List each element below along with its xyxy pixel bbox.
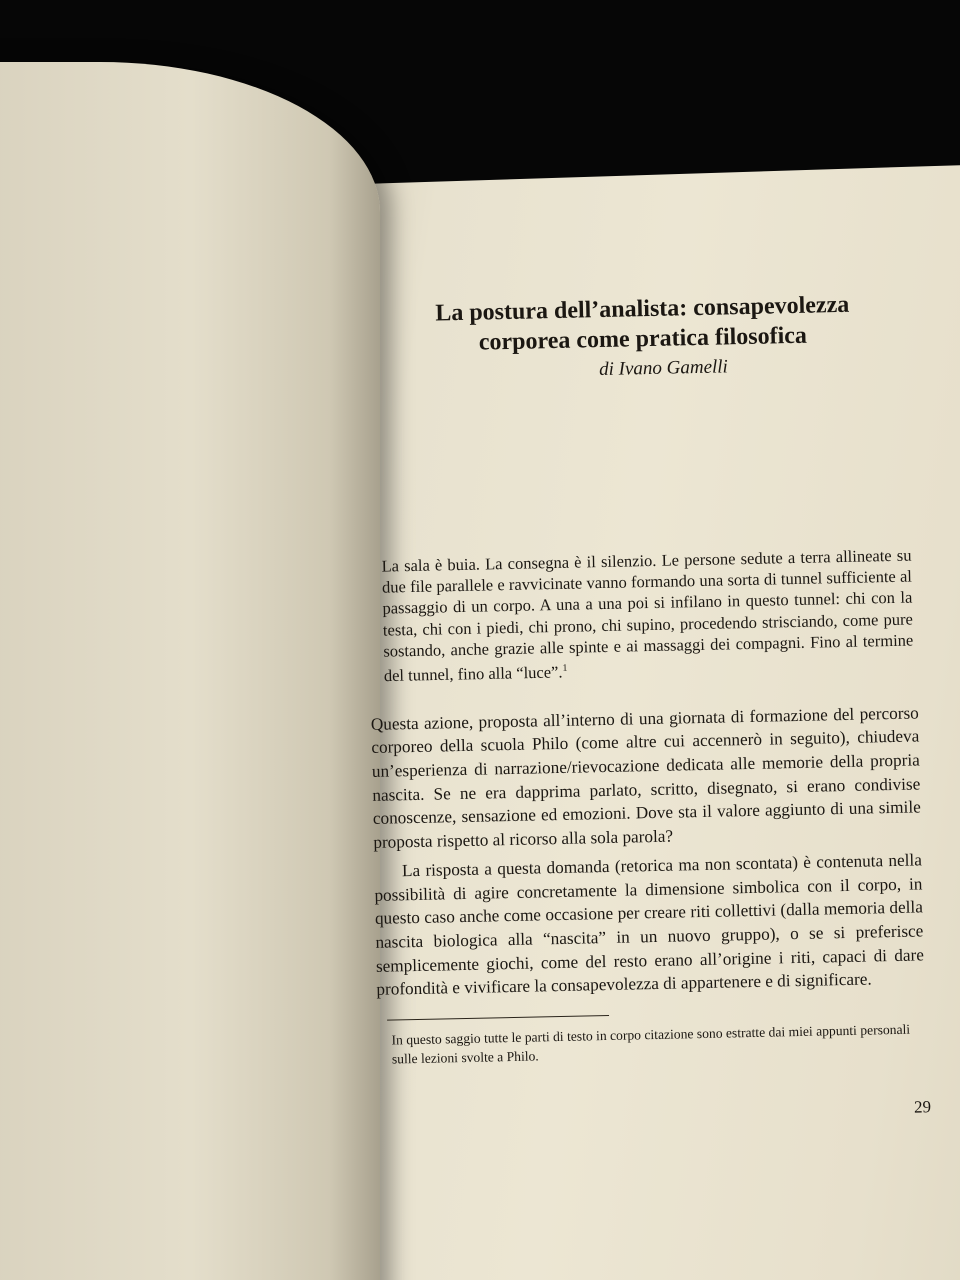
paragraph-1: Questa azione, proposta all’interno di una giornata di formazione del percorso corporeo della scuola Philo (come altre cui accennerò in seguito), chiudeva un’esperienza di narrazione/rievocazione dedicata alle memorie della propria nascita. Se ne era dapprima parlato, scritto, disegnato, si erano condivise conoscenze, sensazione ed emozioni. Dove sta il valore aggiunto di una simile proposta rispetto al ricorso alla sola parola? <box>370 703 921 852</box>
author-byline: di Ivano Gamelli <box>598 356 729 381</box>
footnote <box>391 1019 932 1068</box>
page-content <box>362 288 939 1128</box>
chapter-title-line-2: corporea come pratica filosofica <box>478 322 808 356</box>
quote-text: La sala è buia. La consegna è il silenzio. Le persone sedute a terra allineate su due file parallele e ravvicinate vanno formando una sorta di tunnel sufficiente al passaggio di un corpo. A una a una poi si infilano in questo tunnel: chi con la testa, chi con i piedi, chi prono, chi supino, procedendo strisciando, come pure sostando, anche grazie alle spinte e ai massaggi dei compagni. Fino al termine del tunnel, fino alla “luce”. <box>381 545 914 686</box>
epigraph-quote <box>381 545 914 687</box>
footnote-divider <box>387 1015 609 1021</box>
footnote-reference: 1 <box>562 662 568 674</box>
chapter-title-line-1: La postura dell’analista: consapevolezza <box>435 291 850 327</box>
show-through-text <box>20 252 320 408</box>
body-text <box>371 701 925 1002</box>
chapter-title <box>362 288 923 360</box>
page-number: 29 <box>913 1097 932 1117</box>
left-page <box>0 62 380 1280</box>
paragraph-2: La risposta a questa domanda (retorica ma non scontata) è contenuta nella possibilità di agire concretamente la dimensione simbolica con il corpo, in questo caso anche come occasione per creare riti collettivi (dalla memoria della nascita biologica alla “nascita” in un nuovo gruppo), o se si preferisce semplicemente giochi, come del resto erano all’origine i riti, capaci di dare profondità e vivificare la consapevolezza di appartenere e di significare. <box>374 850 925 1000</box>
footnote-text: In questo saggio tutte le parti di testo in corpo citazione sono estratte dai miei appunti personali sulle lezioni svolte a Philo. <box>391 1021 911 1067</box>
